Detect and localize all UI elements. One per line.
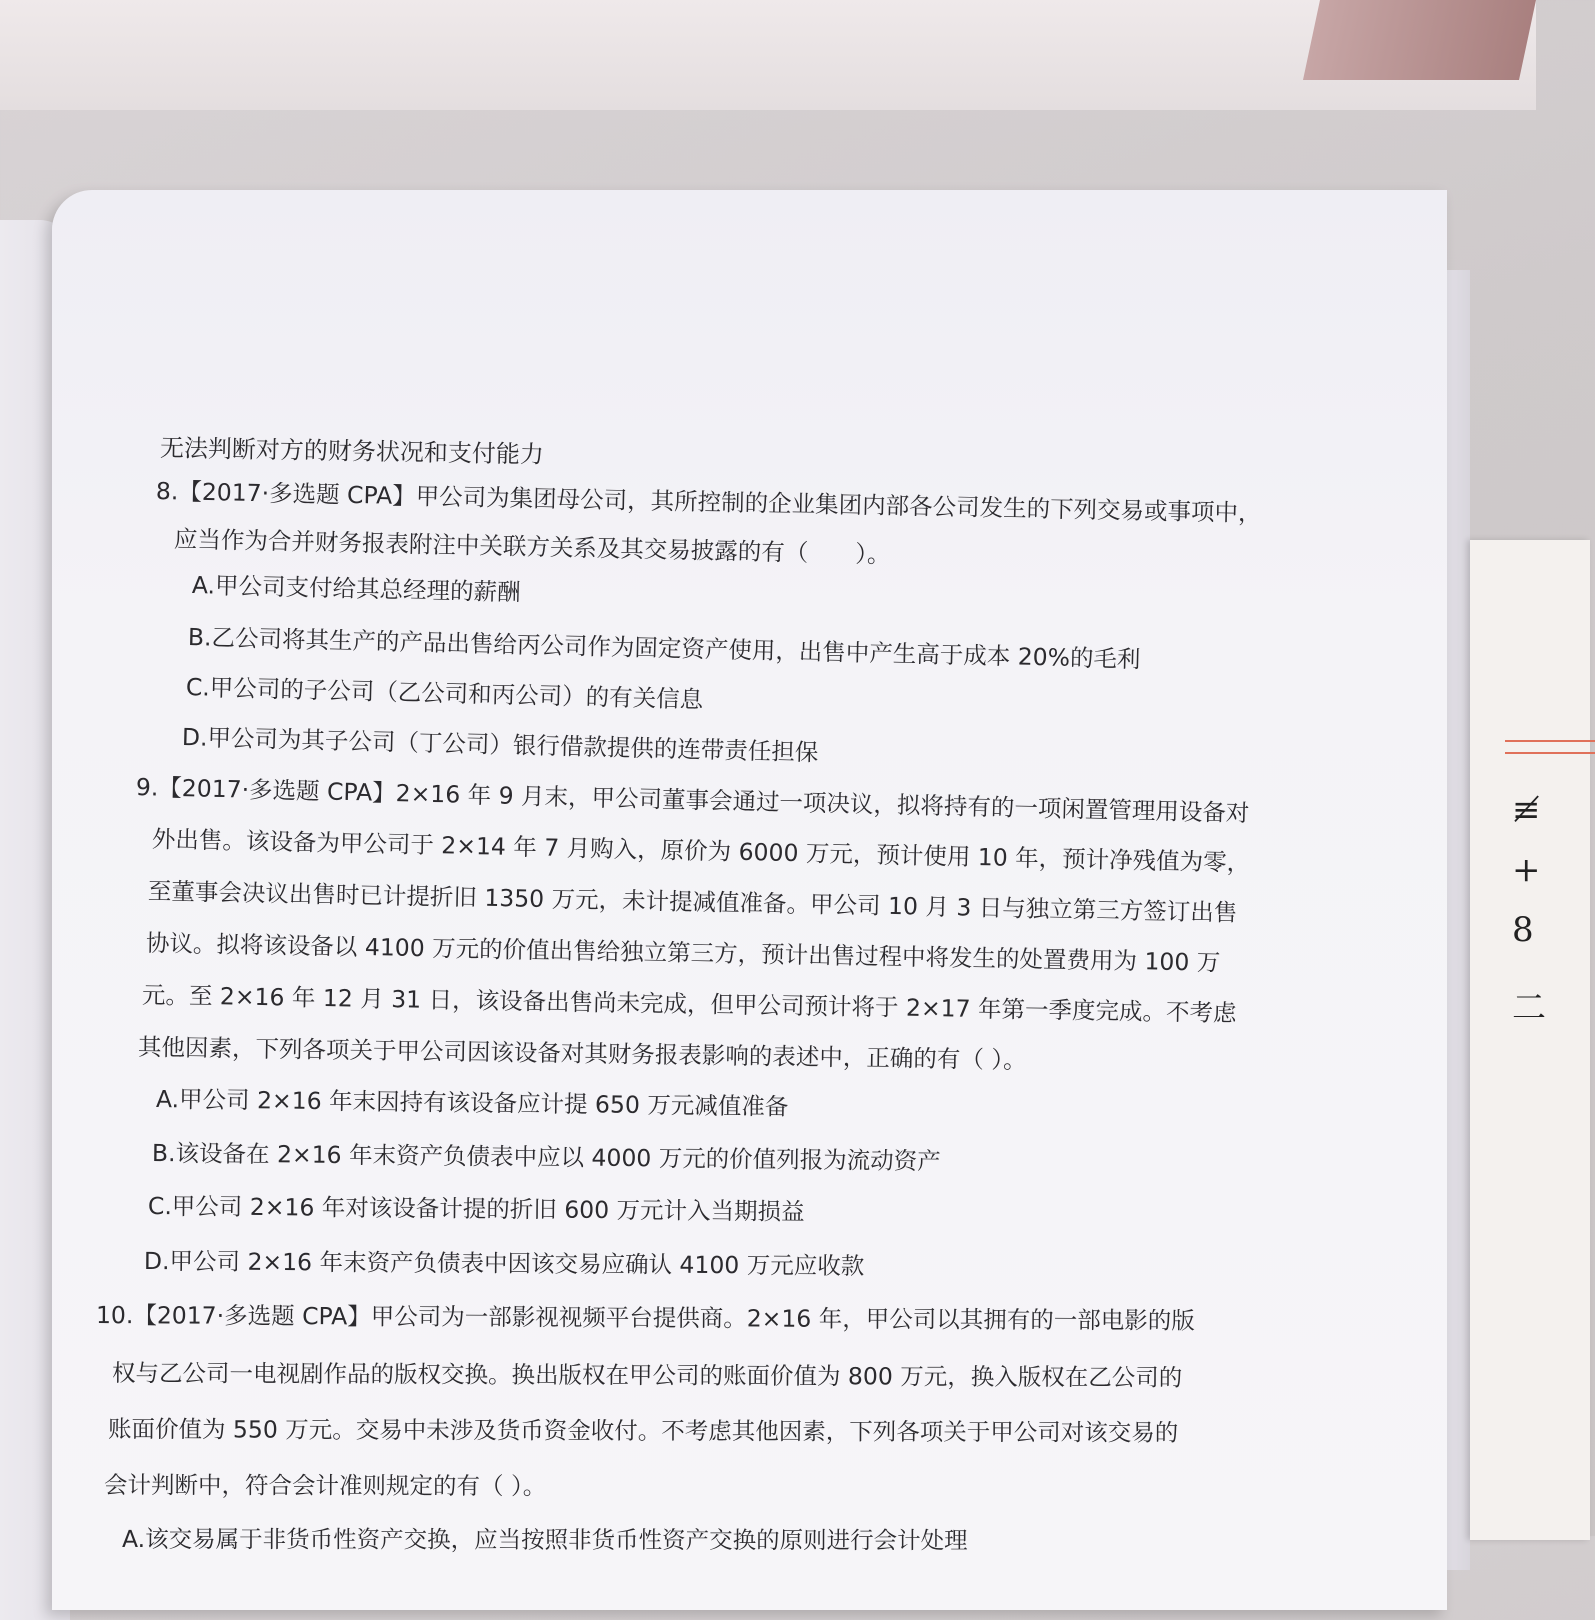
question-9-stem: 协议。拟将该设备以 4100 万元的价值出售给独立第三方，预计出售过程中将发生的处置费用为 100 万 [145,929,1221,977]
question-8-option-d: D.甲公司为其子公司（丁公司）银行借款提供的连带责任担保 [181,723,819,767]
question-10-option-a: A.该交易属于非货币性资产交换，应当按照非货币性资产交换的原则进行会计处理 [121,1525,968,1555]
question-9-stem: 至董事会决议出售时已计提折旧 1350 万元，未计提减值准备。甲公司 10 月 3 日与独立第三方签订出售 [147,877,1238,927]
question-8-option-a: A.甲公司支付给其总经理的薪酬 [191,571,521,607]
text-line: 无法判断对方的财务状况和支付能力 [159,434,545,469]
red-rule-line [1505,740,1595,742]
question-8-stem: 8.【2017·多选题 CPA】甲公司为集团母公司，其所控制的企业集团内部各公司发生的下列交易或事项中， [155,477,1262,528]
handwritten-note-card [1470,540,1590,1540]
background-book-cover [1303,0,1536,80]
page-text [52,190,1447,1610]
question-9-option-c: C.甲公司 2×16 年对该设备计提的折旧 600 万元计入当期损益 [147,1192,805,1226]
question-8-option-b: B.乙公司将其生产的产品出售给丙公司作为固定资产使用，出售中产生高于成本 20%的毛利 [187,623,1141,674]
question-9-stem: 9.【2017·多选题 CPA】2×16 年 9 月末，甲公司董事会通过一项决议，拟将持有的一项闲置管理用设备对 [135,773,1250,828]
question-9-option-d: D.甲公司 2×16 年末资产负债表中因该交易应确认 4100 万元应收款 [143,1247,865,1281]
question-10-stem: 10.【2017·多选题 CPA】甲公司为一部影视视频平台提供商。2×16 年，甲公司以其拥有的一部电影的版 [95,1301,1195,1335]
question-10-stem: 账面价值为 550 万元。交易中未涉及货币资金收付。不考虑其他因素，下列各项关于甲公司对该交易的 [107,1415,1179,1447]
handwritten-mark: ≢ [1512,790,1541,830]
handwritten-mark: + [1512,850,1541,890]
question-10-stem: 权与乙公司一电视剧作品的版权交换。换出版权在甲公司的账面价值为 800 万元，换入版权在乙公司的 [111,1359,1183,1392]
question-8-stem: 应当作为合并财务报表附注中关联方关系及其交易披露的有（ ）。 [173,525,891,569]
handwritten-mark: 二 [1512,988,1546,1028]
question-8-option-c: C.甲公司的子公司（乙公司和丙公司）的有关信息 [185,673,704,714]
question-9-stem: 外出售。该设备为甲公司于 2×14 年 7 月购入，原价为 6000 万元，预计使用 10 年，预计净残值为零， [151,825,1251,877]
question-9-option-b: B.该设备在 2×16 年末资产负债表中应以 4000 万元的价值列报为流动资产 [151,1139,941,1176]
question-9-option-a: A.甲公司 2×16 年末因持有该设备应计提 650 万元减值准备 [155,1085,789,1121]
question-10-stem: 会计判断中，符合会计准则规定的有（ ）。 [103,1471,547,1501]
red-rule-line [1505,752,1595,754]
question-9-stem: 其他因素，下列各项关于甲公司因该设备对其财务报表影响的表述中，正确的有（ ）。 [137,1033,1027,1075]
question-9-stem: 元。至 2×16 年 12 月 31 日，该设备出售尚未完成，但甲公司预计将于 2×17 年第一季度完成。不考虑 [141,981,1237,1028]
handwritten-mark: 8 [1512,910,1534,950]
background-book [0,0,1536,110]
